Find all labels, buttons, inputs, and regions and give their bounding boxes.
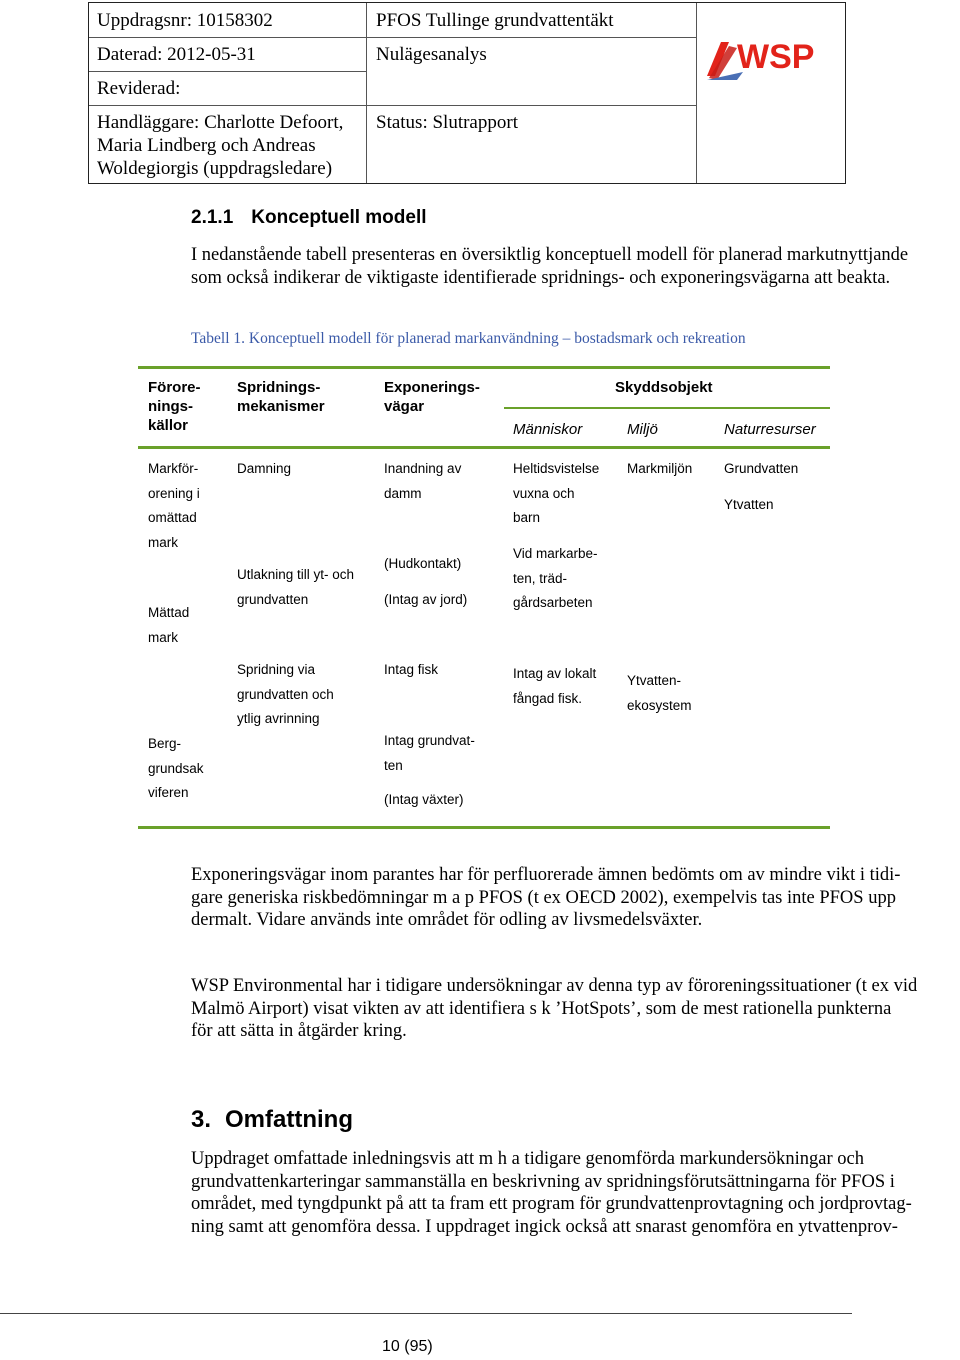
pathways-note-paragraph: Exponeringsvägar inom parantes har för perfluorerade ämnen bedömts om av mindre vikt i tidi- gare generiska riskbedömningar m a p PFOS (t ex OECD 2002), exempelvis tas inte PFOS upp dermalt. Vidare används inte området för odling av livsmedelsväxter. [191,865,901,930]
section-3-heading: 3. Omfattning [191,1106,353,1133]
wsp-logo [707,36,831,82]
row1-pathway-skin: (Hudkontakt) [384,556,462,571]
date: Daterad: 2012-05-31 [97,44,256,65]
header-mechanisms: Spridnings- mekanismer [237,379,325,415]
row1-source-saturated: Mättad mark [148,605,190,645]
row1-pathway-soil: (Intag av jord) [384,592,468,607]
row1-environment: Markmiljön [627,461,693,476]
handlers: Handläggare: Charlotte Defoort, Maria Lindberg och Andreas Woldegiorgis (uppdragsledare) [97,112,344,179]
section-2-1-1-paragraph: I nedanstående tabell presenteras en översiktlig konceptuell modell för planerad markutnyttjande som också indikerar de viktigaste identifierade spridnings- och exponeringsvägarna att beakta. [191,245,909,288]
table-bottom-rule [138,826,830,829]
row1-humans-groundwork: Vid markarbe- ten, träd- gårdsarbeten [513,546,598,610]
row2-humans: Intag av lokalt fångad fisk. [513,666,597,706]
header-sources: Förore- nings- källor [148,379,201,434]
row1-pathway-inhalation: Inandning av damm [384,461,462,501]
row2-source: Berg- grundsak viferen [148,736,204,800]
row1-resource-surfacewater: Ytvatten [724,497,774,512]
section-3-paragraph: Uppdraget omfattade inledningsvis att m h a tidigare genomförda markundersökningar och grundvattenkarteringar sammanställa en beskrivning av spridningsförutsättningarna för PFOS i området, med tyngdpunkt på att ta fram ett program för grundvattenprovtagning och jordprovtag- ning samt att genomföra dessa. I uppdraget ingick också att snarast genomföra en ytvattenprov- [191,1149,912,1237]
header-natural-resources: Naturresurser [724,421,816,438]
row1-resource-groundwater: Grundvatten [724,461,799,476]
row1-source: Markför- orening i omättad mark [148,461,200,550]
row2-mechanism: Spridning via grundvatten och ytlig avrinning [237,662,334,726]
row2-pathway-fish: Intag fisk [384,662,439,677]
revised: Reviderad: [97,78,181,99]
footer-rule [0,1313,852,1314]
row1-humans-residence: Heltidsvistelse vuxna och barn [513,461,600,525]
table-caption: Tabell 1. Konceptuell modell för planerad markanvändning – bostadsmark och rekreation [191,330,746,347]
row2-environment: Ytvatten- ekosystem [627,673,692,713]
table-top-rule [138,366,830,369]
table-header-rule [138,446,830,449]
header-humans: Människor [513,421,583,438]
assignment-number: Uppdragsnr: 10158302 [97,10,273,31]
svg-text:WSP: WSP [737,38,815,76]
table-subheader-rule [504,407,830,409]
row1-mechanism-leaching: Utlakning till yt- och grundvatten [237,567,355,607]
row2-pathway-groundwater: Intag grundvat- ten [384,733,475,773]
header-pathways: Exponerings- vägar [384,379,480,415]
section-2-1-1-heading: 2.1.1 Konceptuell modell [191,207,427,228]
hotspots-paragraph: WSP Environmental har i tidigare undersökningar av denna typ av föroreningssituationer (t ex vid Malmö Airport) visat vikten av att identifiera s k ’HotSpots’, som de mest rationella punkterna för att sätta in åtgärder kring. [191,976,918,1041]
report-status: Status: Slutrapport [376,112,518,133]
header-protected-objects: Skyddsobjekt [615,379,713,396]
header-environment: Miljö [627,421,658,438]
row1-mechanism-dust: Damning [237,461,292,476]
row2-pathway-plants: (Intag växter) [384,792,464,807]
page-number: 10 (95) [382,1338,433,1355]
report-subtitle: Nulägesanalys [376,44,487,65]
project-title: PFOS Tullinge grundvattentäkt [376,10,614,31]
